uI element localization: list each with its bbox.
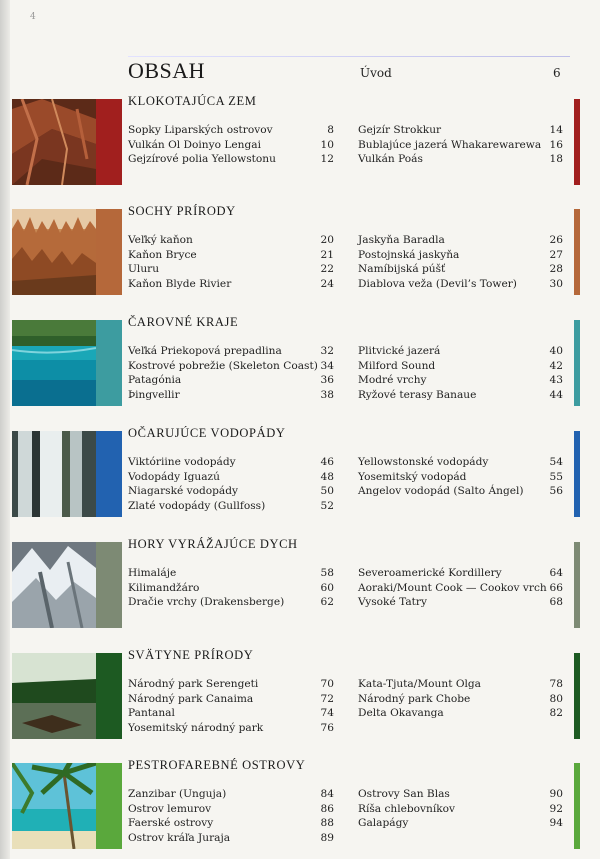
toc-entry-label: Zanzibar (Unguja) <box>128 788 227 800</box>
toc-entry-label: Vysoké Tatry <box>358 596 427 609</box>
section-color-band <box>96 653 122 739</box>
section-column-right <box>358 233 563 291</box>
toc-entry-page: 28 <box>549 263 563 276</box>
toc-entry[interactable] <box>358 581 563 596</box>
section-color-band <box>96 209 122 295</box>
section-column-left <box>128 123 334 167</box>
toc-entry[interactable] <box>358 248 563 263</box>
toc-entry[interactable] <box>128 455 334 470</box>
toc-entry-label: Kostrové pobrežie (Skeleton Coast) <box>128 359 318 372</box>
section-edge-marker <box>574 763 580 849</box>
toc-entry-page: 74 <box>320 707 334 720</box>
section-color-band <box>96 431 122 517</box>
section-title: SOCHY PRÍRODY <box>128 204 236 218</box>
toc-entry-page: 34 <box>320 359 334 372</box>
toc-entry[interactable] <box>358 138 563 153</box>
toc-entry-label: Kata-Tjuta/Mount Olga <box>358 678 481 690</box>
header-rule <box>128 56 570 57</box>
toc-entry-label: Dračie vrchy (Drakensberge) <box>128 596 285 609</box>
toc-entry-label: Diablova veža (Devil’s Tower) <box>358 277 517 290</box>
toc-entry-page: 30 <box>549 277 563 290</box>
toc-entry-label: Vodopády Iguazú <box>128 470 220 483</box>
section-title: PESTROFAREBNÉ OSTROVY <box>128 758 306 772</box>
toc-entry[interactable] <box>128 123 334 138</box>
toc-entry-page: 76 <box>320 721 334 734</box>
page-number: 4 <box>30 12 36 22</box>
section-color-band <box>96 763 122 849</box>
toc-entry-intro-page: 6 <box>553 66 561 80</box>
toc-entry[interactable] <box>128 152 334 167</box>
toc-entry-page: 68 <box>549 596 563 609</box>
section-thumbnail <box>12 763 96 849</box>
toc-entry-page: 42 <box>549 359 563 372</box>
toc-entry[interactable] <box>128 262 334 277</box>
toc-section <box>12 537 582 628</box>
section-title: OČARUJÚCE VODOPÁDY <box>128 426 286 440</box>
toc-entry-label: Modré vrchy <box>358 374 427 387</box>
toc-entry[interactable] <box>358 123 563 138</box>
section-edge-marker <box>574 542 580 628</box>
toc-entry-page: 43 <box>549 374 563 387</box>
section-edge-marker <box>574 431 580 517</box>
toc-entry-page: 56 <box>549 485 563 498</box>
toc-entry-page: 62 <box>320 596 334 609</box>
toc-entry[interactable] <box>358 706 563 721</box>
toc-entry[interactable] <box>358 470 563 485</box>
toc-entry[interactable] <box>128 248 334 263</box>
toc-entry-page: 86 <box>320 802 334 815</box>
toc-entry-page: 38 <box>320 388 334 401</box>
toc-entry[interactable] <box>128 692 334 707</box>
toc-entry-label: Ríša chlebovníkov <box>358 802 456 815</box>
toc-entry-label: Gejzírové polia Yellowstonu <box>128 153 276 166</box>
toc-entry[interactable] <box>358 595 563 610</box>
toc-entry-intro-label[interactable]: Úvod <box>360 66 392 80</box>
section-column-right <box>358 344 563 402</box>
section-color-band <box>96 320 122 406</box>
toc-entry[interactable] <box>358 787 563 802</box>
toc-entry-label: Angelov vodopád (Salto Ángel) <box>358 485 524 498</box>
toc-entry-label: Postojnská jaskyňa <box>358 248 460 261</box>
page-title: OBSAH <box>128 58 206 83</box>
toc-entry-label: Namíbijská púšť <box>358 263 446 276</box>
toc-entry[interactable] <box>128 566 334 581</box>
section-column-right <box>358 455 563 499</box>
toc-entry[interactable] <box>358 816 563 831</box>
section-column-left <box>128 233 334 291</box>
toc-section <box>12 426 582 517</box>
toc-entry-page: 16 <box>549 138 563 151</box>
section-edge-marker <box>574 209 580 295</box>
toc-entry-page: 32 <box>320 345 334 357</box>
toc-entry-label: Zlaté vodopády (Gullfoss) <box>128 499 266 512</box>
section-thumbnail <box>12 320 96 406</box>
toc-entry[interactable] <box>358 802 563 817</box>
toc-entry[interactable] <box>358 262 563 277</box>
toc-entry[interactable] <box>358 484 563 499</box>
section-color-band <box>96 99 122 185</box>
section-thumbnail <box>12 209 96 295</box>
toc-entry-label: Plitvické jazerá <box>358 345 441 357</box>
toc-entry-label: Kaňon Bryce <box>128 248 197 261</box>
toc-section <box>12 648 582 739</box>
toc-entry-page: 50 <box>320 485 334 498</box>
toc-entry-page: 21 <box>320 248 334 261</box>
toc-entry-page: 10 <box>320 138 334 151</box>
toc-entry[interactable] <box>128 581 334 596</box>
section-column-right <box>358 677 563 721</box>
toc-entry-label: Yosemitský národný park <box>128 721 264 734</box>
toc-entry-page: 52 <box>320 499 334 512</box>
toc-entry-page: 14 <box>549 124 563 136</box>
toc-entry-label: Sopky Liparských ostrovov <box>128 124 273 136</box>
toc-entry-label: Delta Okavanga <box>358 707 444 720</box>
toc-entry-page: 12 <box>320 153 334 166</box>
toc-entry-page: 64 <box>549 567 563 579</box>
section-thumbnail <box>12 542 96 628</box>
toc-entry-page: 22 <box>320 263 334 276</box>
section-column-right <box>358 123 563 167</box>
section-column-left <box>128 344 334 402</box>
section-thumbnail <box>12 99 96 185</box>
toc-entry-page: 40 <box>549 345 563 357</box>
toc-entry-page: 58 <box>320 567 334 579</box>
toc-entry[interactable] <box>128 388 334 403</box>
toc-entry-page: 48 <box>320 470 334 483</box>
toc-entry-page: 80 <box>549 692 563 705</box>
toc-entry-page: 72 <box>320 692 334 705</box>
toc-entry-page: 36 <box>320 374 334 387</box>
toc-entry[interactable] <box>358 692 563 707</box>
toc-entry[interactable] <box>128 595 334 610</box>
toc-entry-label: Veľký kaňon <box>128 234 193 246</box>
toc-entry-label: Himaláje <box>128 567 177 579</box>
toc-entry[interactable] <box>128 802 334 817</box>
toc-entry[interactable] <box>128 484 334 499</box>
toc-entry[interactable] <box>128 470 334 485</box>
toc-entry-label: Vulkán Poás <box>358 153 423 166</box>
toc-entry-label: Þingvellir <box>128 388 180 401</box>
toc-entry[interactable] <box>358 388 563 403</box>
toc-entry-label: Yellowstonské vodopády <box>358 456 489 468</box>
section-column-left <box>128 455 334 513</box>
toc-entry-page: 20 <box>320 234 334 246</box>
toc-entry[interactable] <box>358 277 563 292</box>
toc-entry-page: 78 <box>549 678 563 690</box>
toc-entry[interactable] <box>128 677 334 692</box>
toc-entry[interactable] <box>128 499 334 514</box>
toc-entry[interactable] <box>128 344 334 359</box>
toc-entry[interactable] <box>358 359 563 374</box>
toc-entry-label: Kilimandžáro <box>128 581 200 594</box>
toc-entry-label: Ostrovy San Blas <box>358 788 450 800</box>
toc-entry-page: 46 <box>320 456 334 468</box>
toc-entry-page: 55 <box>549 470 563 483</box>
toc-entry-page: 66 <box>549 581 563 594</box>
toc-entry[interactable] <box>358 455 563 470</box>
toc-entry-label: Bublajúce jazerá Whakarewarewa <box>358 138 542 151</box>
toc-entry[interactable] <box>358 152 563 167</box>
toc-entry-label: Severoamerické Kordillery <box>358 567 502 579</box>
section-title: KLOKOTAJÚCA ZEM <box>128 94 257 108</box>
toc-entry[interactable] <box>128 138 334 153</box>
toc-entry[interactable] <box>358 373 563 388</box>
toc-entry-label: Veľká Priekopová prepadlina <box>128 345 282 357</box>
toc-section <box>12 94 582 185</box>
toc-entry-label: Viktóriine vodopády <box>128 456 236 468</box>
toc-section <box>12 315 582 406</box>
toc-entry-label: Niagarské vodopády <box>128 485 239 498</box>
section-edge-marker <box>574 320 580 406</box>
toc-entry[interactable] <box>128 831 334 846</box>
section-thumbnail <box>12 431 96 517</box>
section-color-band <box>96 542 122 628</box>
toc-entry-label: Milford Sound <box>358 359 436 372</box>
toc-entry-label: Pantanal <box>128 707 175 720</box>
section-column-left <box>128 677 334 735</box>
toc-entry-page: 92 <box>549 802 563 815</box>
section-edge-marker <box>574 99 580 185</box>
toc-entry[interactable] <box>358 566 563 581</box>
toc-entry-page: 70 <box>320 678 334 690</box>
toc-entry-label: Ostrov lemurov <box>128 802 212 815</box>
toc-entry[interactable] <box>128 787 334 802</box>
toc-entry-page: 44 <box>549 388 563 401</box>
toc-entry[interactable] <box>128 721 334 736</box>
section-title: HORY VYRÁŽAJÚCE DYCH <box>128 537 298 551</box>
toc-entry-label: Národný park Chobe <box>358 692 471 705</box>
toc-entry-label: Faerské ostrovy <box>128 817 214 830</box>
toc-entry-label: Uluru <box>128 263 160 276</box>
toc-entry-page: 84 <box>320 788 334 800</box>
toc-entry-page: 82 <box>549 707 563 720</box>
toc-entry[interactable] <box>128 359 334 374</box>
toc-entry[interactable] <box>128 277 334 292</box>
toc-entry-label: Aoraki/Mount Cook — Cookov vrch <box>358 581 547 594</box>
toc-entry-page: 94 <box>549 817 563 830</box>
toc-entry-label: Vulkán Ol Doinyo Lengai <box>128 138 261 151</box>
toc-section <box>12 204 582 295</box>
toc-entry[interactable] <box>128 706 334 721</box>
toc-entry-page: 27 <box>549 248 563 261</box>
toc-entry-label: Yosemitský vodopád <box>358 470 467 483</box>
section-title: ČAROVNÉ KRAJE <box>128 315 239 329</box>
toc-entry[interactable] <box>358 233 563 248</box>
toc-entry[interactable] <box>358 344 563 359</box>
toc-entry-label: Jaskyňa Baradla <box>358 234 445 246</box>
toc-entry-page: 54 <box>549 456 563 468</box>
toc-entry-label: Národný park Canaima <box>128 692 254 705</box>
toc-entry[interactable] <box>358 677 563 692</box>
toc-entry-page: 88 <box>320 817 334 830</box>
section-column-left <box>128 566 334 610</box>
toc-entry-page: 89 <box>320 831 334 844</box>
toc-entry-label: Galapágy <box>358 817 409 830</box>
toc-entry-label: Ryžové terasy Banaue <box>358 388 477 401</box>
section-column-right <box>358 566 563 610</box>
section-column-left <box>128 787 334 845</box>
toc-entry-label: Ostrov kráľa Juraja <box>128 831 231 844</box>
toc-entry-page: 60 <box>320 581 334 594</box>
toc-entry-label: Patagónia <box>128 374 182 387</box>
toc-entry-label: Gejzír Strokkur <box>358 124 442 136</box>
toc-entry[interactable] <box>128 233 334 248</box>
toc-entry-page: 90 <box>549 788 563 800</box>
toc-entry-page: 24 <box>320 277 334 290</box>
section-column-right <box>358 787 563 831</box>
page-binding-edge <box>0 0 10 859</box>
toc-section <box>12 758 582 849</box>
toc-entry-page: 26 <box>549 234 563 246</box>
toc-entry[interactable] <box>128 816 334 831</box>
toc-entry-label: Národný park Serengeti <box>128 678 259 690</box>
toc-entry-label: Kaňon Blyde Rivier <box>128 277 232 290</box>
section-title: SVÄTYNE PRÍRODY <box>128 648 254 662</box>
section-thumbnail <box>12 653 96 739</box>
toc-entry-page: 8 <box>327 124 334 136</box>
toc-entry-page: 18 <box>549 153 563 166</box>
toc-entry[interactable] <box>128 373 334 388</box>
section-edge-marker <box>574 653 580 739</box>
